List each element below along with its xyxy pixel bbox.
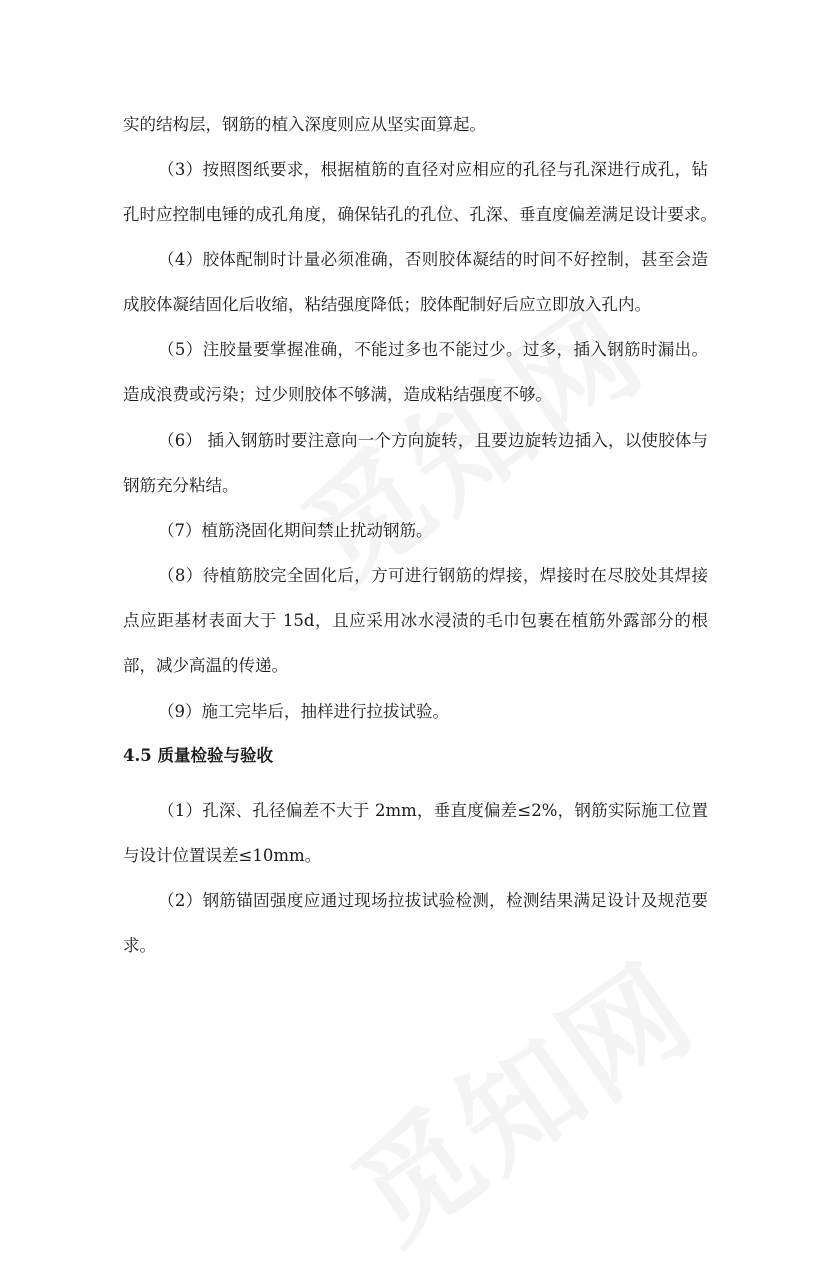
check-item-2-line-2: 求。: [123, 936, 156, 955]
section-heading: 4.5 质量检验与验收: [123, 746, 273, 765]
list-item-4-line-1: （4）胶体配制时计量必须准确，否则胶体凝结的时间不好控制，甚至会造: [158, 250, 708, 269]
watermark: [315, 917, 723, 1275]
list-item-5-line-1: （5）注胶量要掌握准确，不能过多也不能过少。过多，插入钢筋时漏出。: [158, 340, 708, 359]
list-item-8-line-3: 部，减少高温的传递。: [123, 656, 288, 675]
list-item-6-line-1: （6） 插入钢筋时要注意向一个方向旋转，且要边旋转边插入，以使胶体与: [158, 431, 708, 450]
list-item-3-line-1: （3）按照图纸要求，根据植筋的直径对应相应的孔径与孔深进行成孔，钻: [158, 160, 708, 179]
list-item-9: （9）施工完毕后，抽样进行拉拔试验。: [158, 702, 449, 721]
list-item-4-line-2: 成胶体凝结固化后收缩，粘结强度降低；胶体配制好后应立即放入孔内。: [123, 295, 651, 314]
list-item-7: （7）植筋浇固化期间禁止扰动钢筋。: [158, 521, 433, 540]
list-item-8-line-1: （8）待植筋胶完全固化后，方可进行钢筋的焊接，焊接时在尽胶处其焊接: [158, 566, 708, 585]
check-item-1-line-2: 与设计位置误差≤10mm。: [123, 846, 322, 865]
list-item-6-line-2: 钢筋充分粘结。: [123, 476, 239, 495]
paragraph-continuation: 实的结构层，钢筋的植入深度则应从坚实面算起。: [123, 115, 486, 134]
check-item-2-line-1: （2）钢筋锚固强度应通过现场拉拔试验检测，检测结果满足设计及规范要: [158, 891, 708, 910]
list-item-5-line-2: 造成浪费或污染；过少则胶体不够满，造成粘结强度不够。: [123, 385, 552, 404]
list-item-3-line-2: 孔时应控制电锤的成孔角度，确保钻孔的孔位、孔深、垂直度偏差满足设计要求。: [123, 205, 717, 224]
list-item-8-line-2: 点应距基材表面大于 15d，且应采用冰水浸渍的毛巾包裹在植筋外露部分的根: [123, 611, 708, 630]
check-item-1-line-1: （1）孔深、孔径偏差不大于 2mm，垂直度偏差≤2%，钢筋实际施工位置: [158, 801, 708, 820]
